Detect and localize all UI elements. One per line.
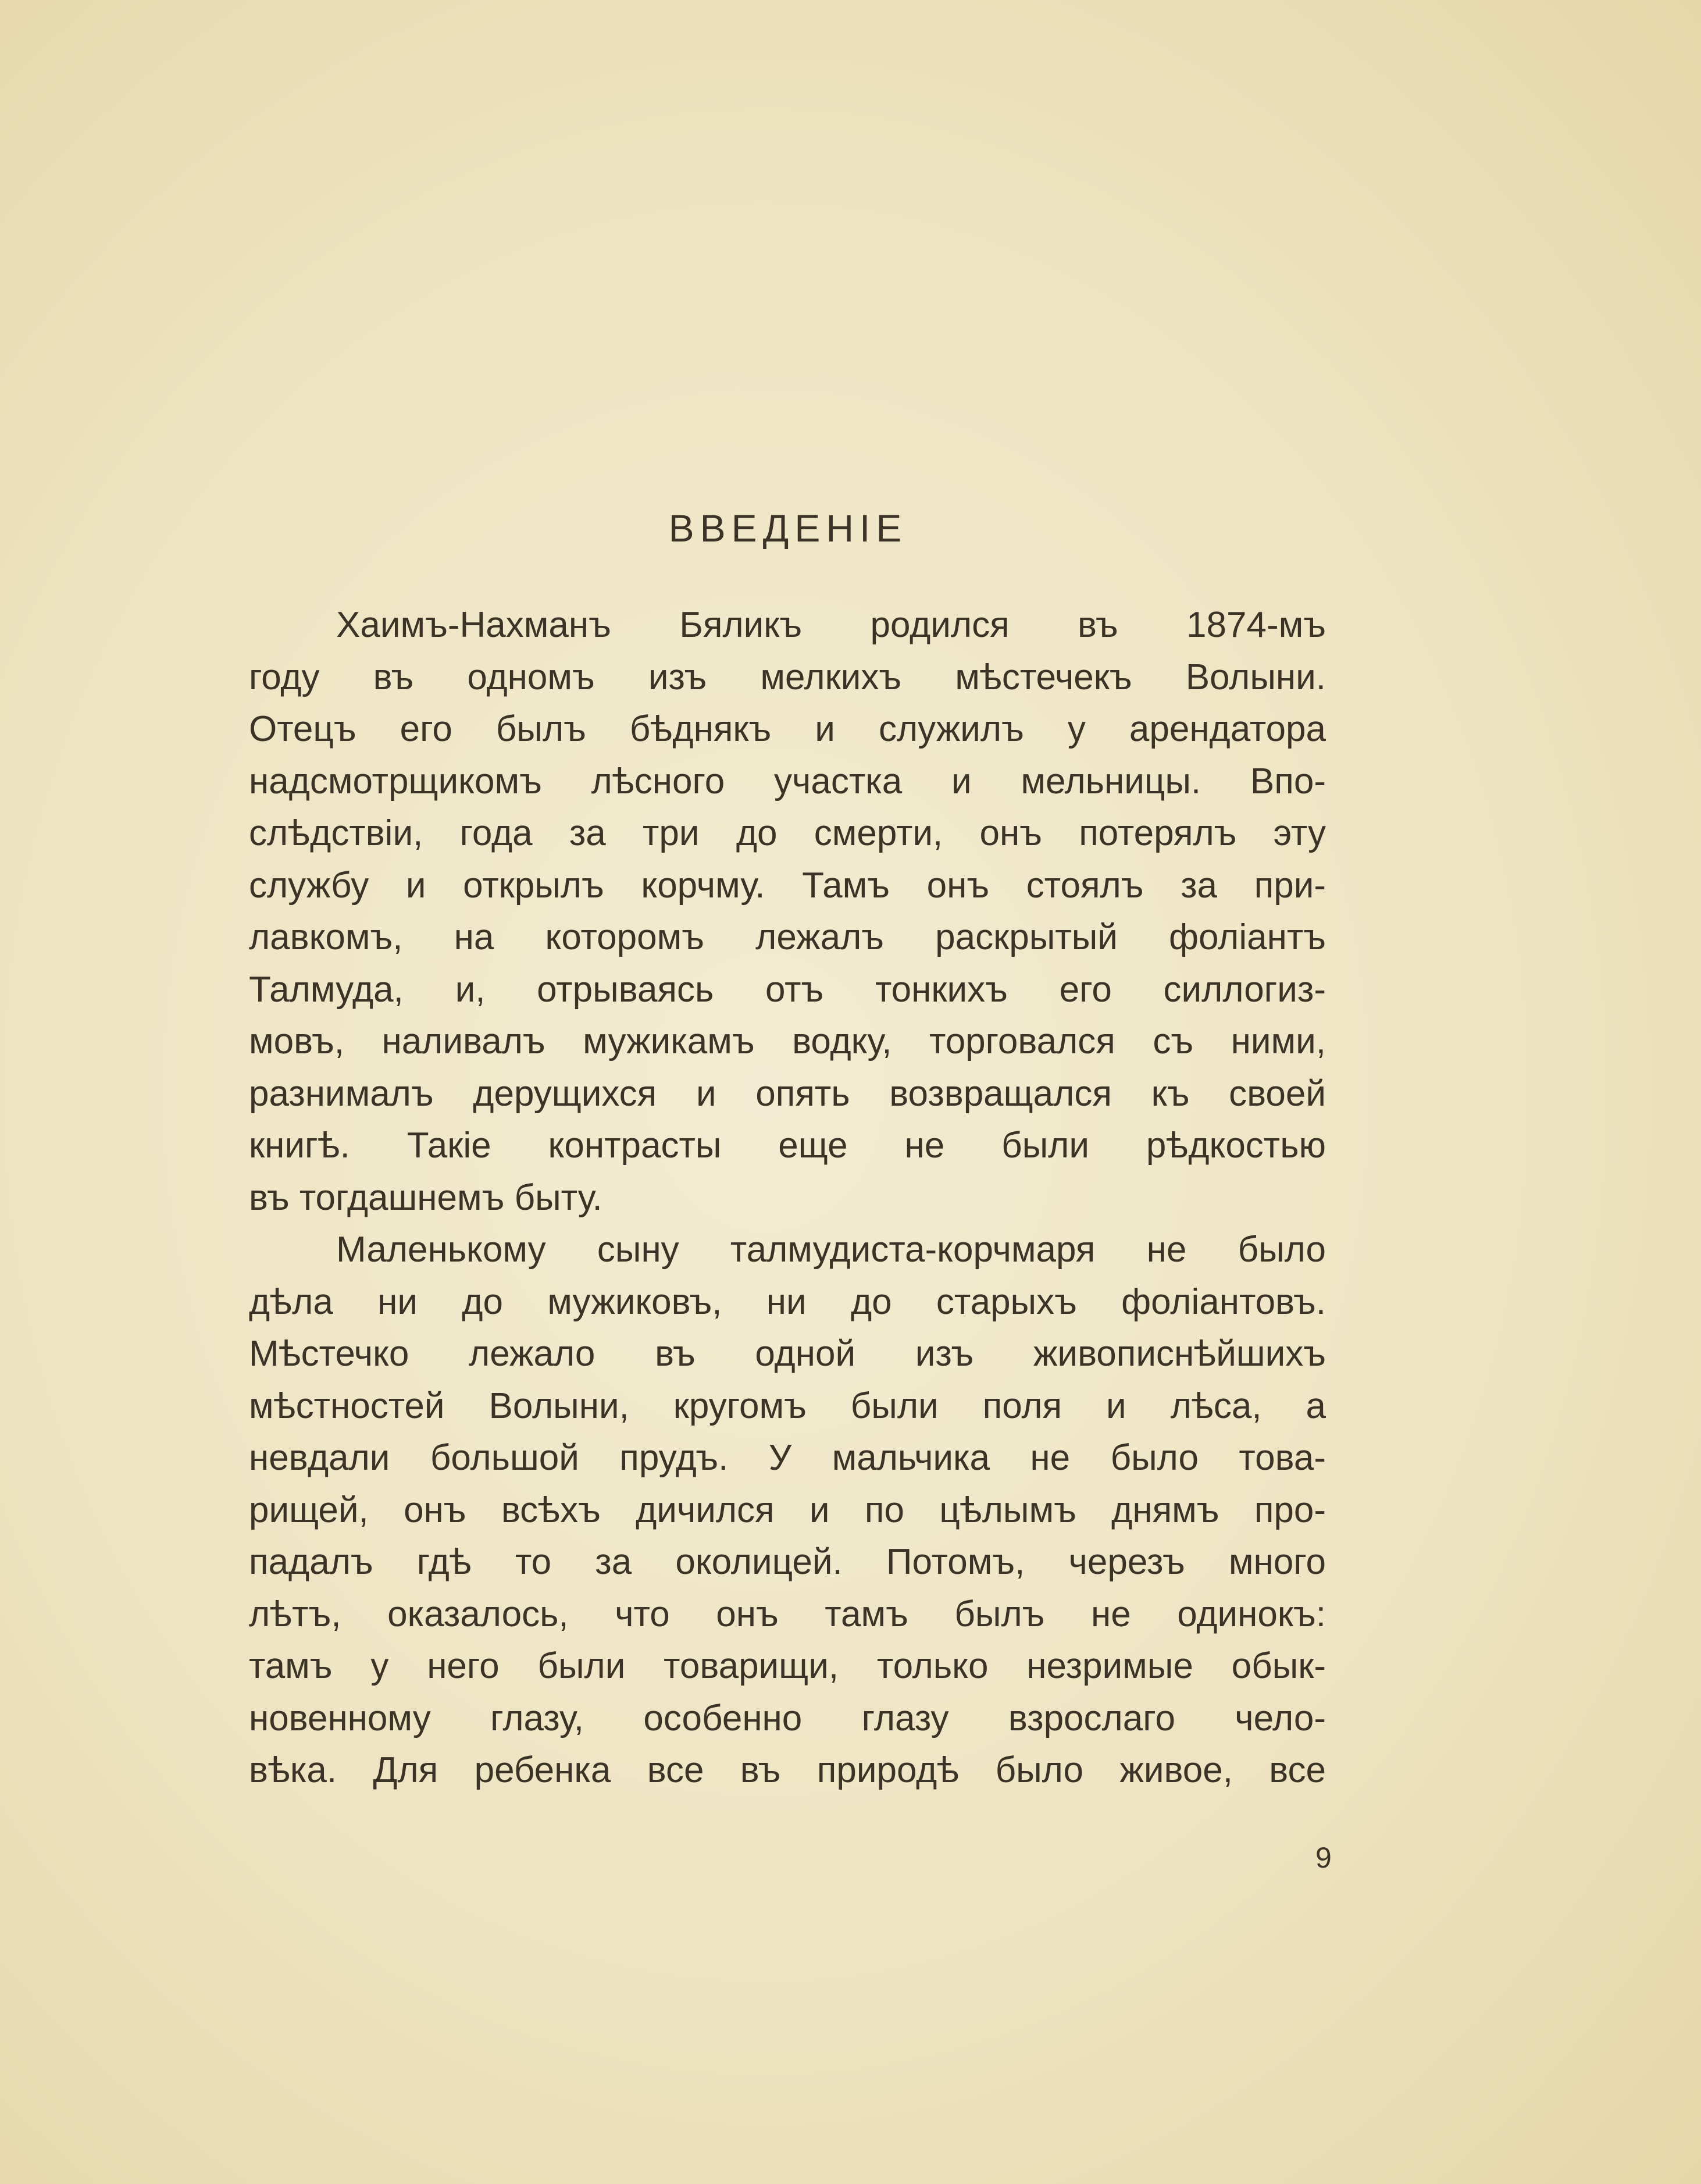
text-line: мовъ, наливалъ мужикамъ водку, торговался съ ними, xyxy=(249,1021,1326,1061)
body-text xyxy=(249,599,1326,1797)
text-line: службу и открылъ корчму. Тамъ онъ стоялъ за при- xyxy=(249,865,1326,906)
chapter-title: ВВЕДЕНІЕ xyxy=(668,507,908,550)
text-line: падалъ гдѣ то за околицей. Потомъ, черезъ много xyxy=(249,1542,1326,1582)
text-line: тамъ у него были товарищи, только незримые обык- xyxy=(249,1646,1326,1686)
text-line: Маленькому сыну талмудиста-корчмаря не было xyxy=(336,1230,1326,1270)
text-line: рищей, онъ всѣхъ дичился и по цѣлымъ днямъ про- xyxy=(249,1490,1326,1530)
text-line: разнималъ дерущихся и опять возвращался къ своей xyxy=(249,1073,1326,1114)
page-number: 9 xyxy=(1315,1841,1332,1874)
text-line: невдали большой прудъ. У мальчика не было това- xyxy=(249,1438,1326,1478)
text-line: Отецъ его былъ бѣднякъ и служилъ у арендатора xyxy=(249,709,1326,749)
text-line: мѣстностей Волыни, кругомъ были поля и лѣса, а xyxy=(249,1385,1326,1426)
text-line: въ тогдашнемъ быту. xyxy=(249,1177,602,1218)
text-line: году въ одномъ изъ мелкихъ мѣстечекъ Волыни. xyxy=(249,657,1326,697)
text-line: вѣка. Для ребенка все въ природѣ было живое, все xyxy=(249,1750,1326,1790)
text-line: Талмуда, и, отрываясь отъ тонкихъ его силлогиз- xyxy=(249,969,1326,1010)
paragraph-2 xyxy=(249,1224,1326,1797)
text-line: слѣдствіи, года за три до смерти, онъ потерялъ эту xyxy=(249,813,1326,853)
text-line: Хаимъ-Нахманъ Бяликъ родился въ 1874-мъ xyxy=(336,605,1326,645)
paragraph-1 xyxy=(249,599,1326,1224)
text-line: дѣла ни до мужиковъ, ни до старыхъ фоліантовъ. xyxy=(249,1281,1326,1322)
text-line: Мѣстечко лежало въ одной изъ живописнѣйшихъ xyxy=(249,1334,1326,1374)
text-line: лавкомъ, на которомъ лежалъ раскрытый фоліантъ xyxy=(249,917,1326,957)
text-line: новенному глазу, особенно глазу взрослаго чело- xyxy=(249,1698,1326,1738)
text-line: книгѣ. Такіе контрасты еще не были рѣдкостью xyxy=(249,1125,1326,1166)
text-line: надсмотрщикомъ лѣсного участка и мельницы. Впо- xyxy=(249,761,1326,801)
text-line: лѣтъ, оказалось, что онъ тамъ былъ не одинокъ: xyxy=(249,1594,1326,1634)
